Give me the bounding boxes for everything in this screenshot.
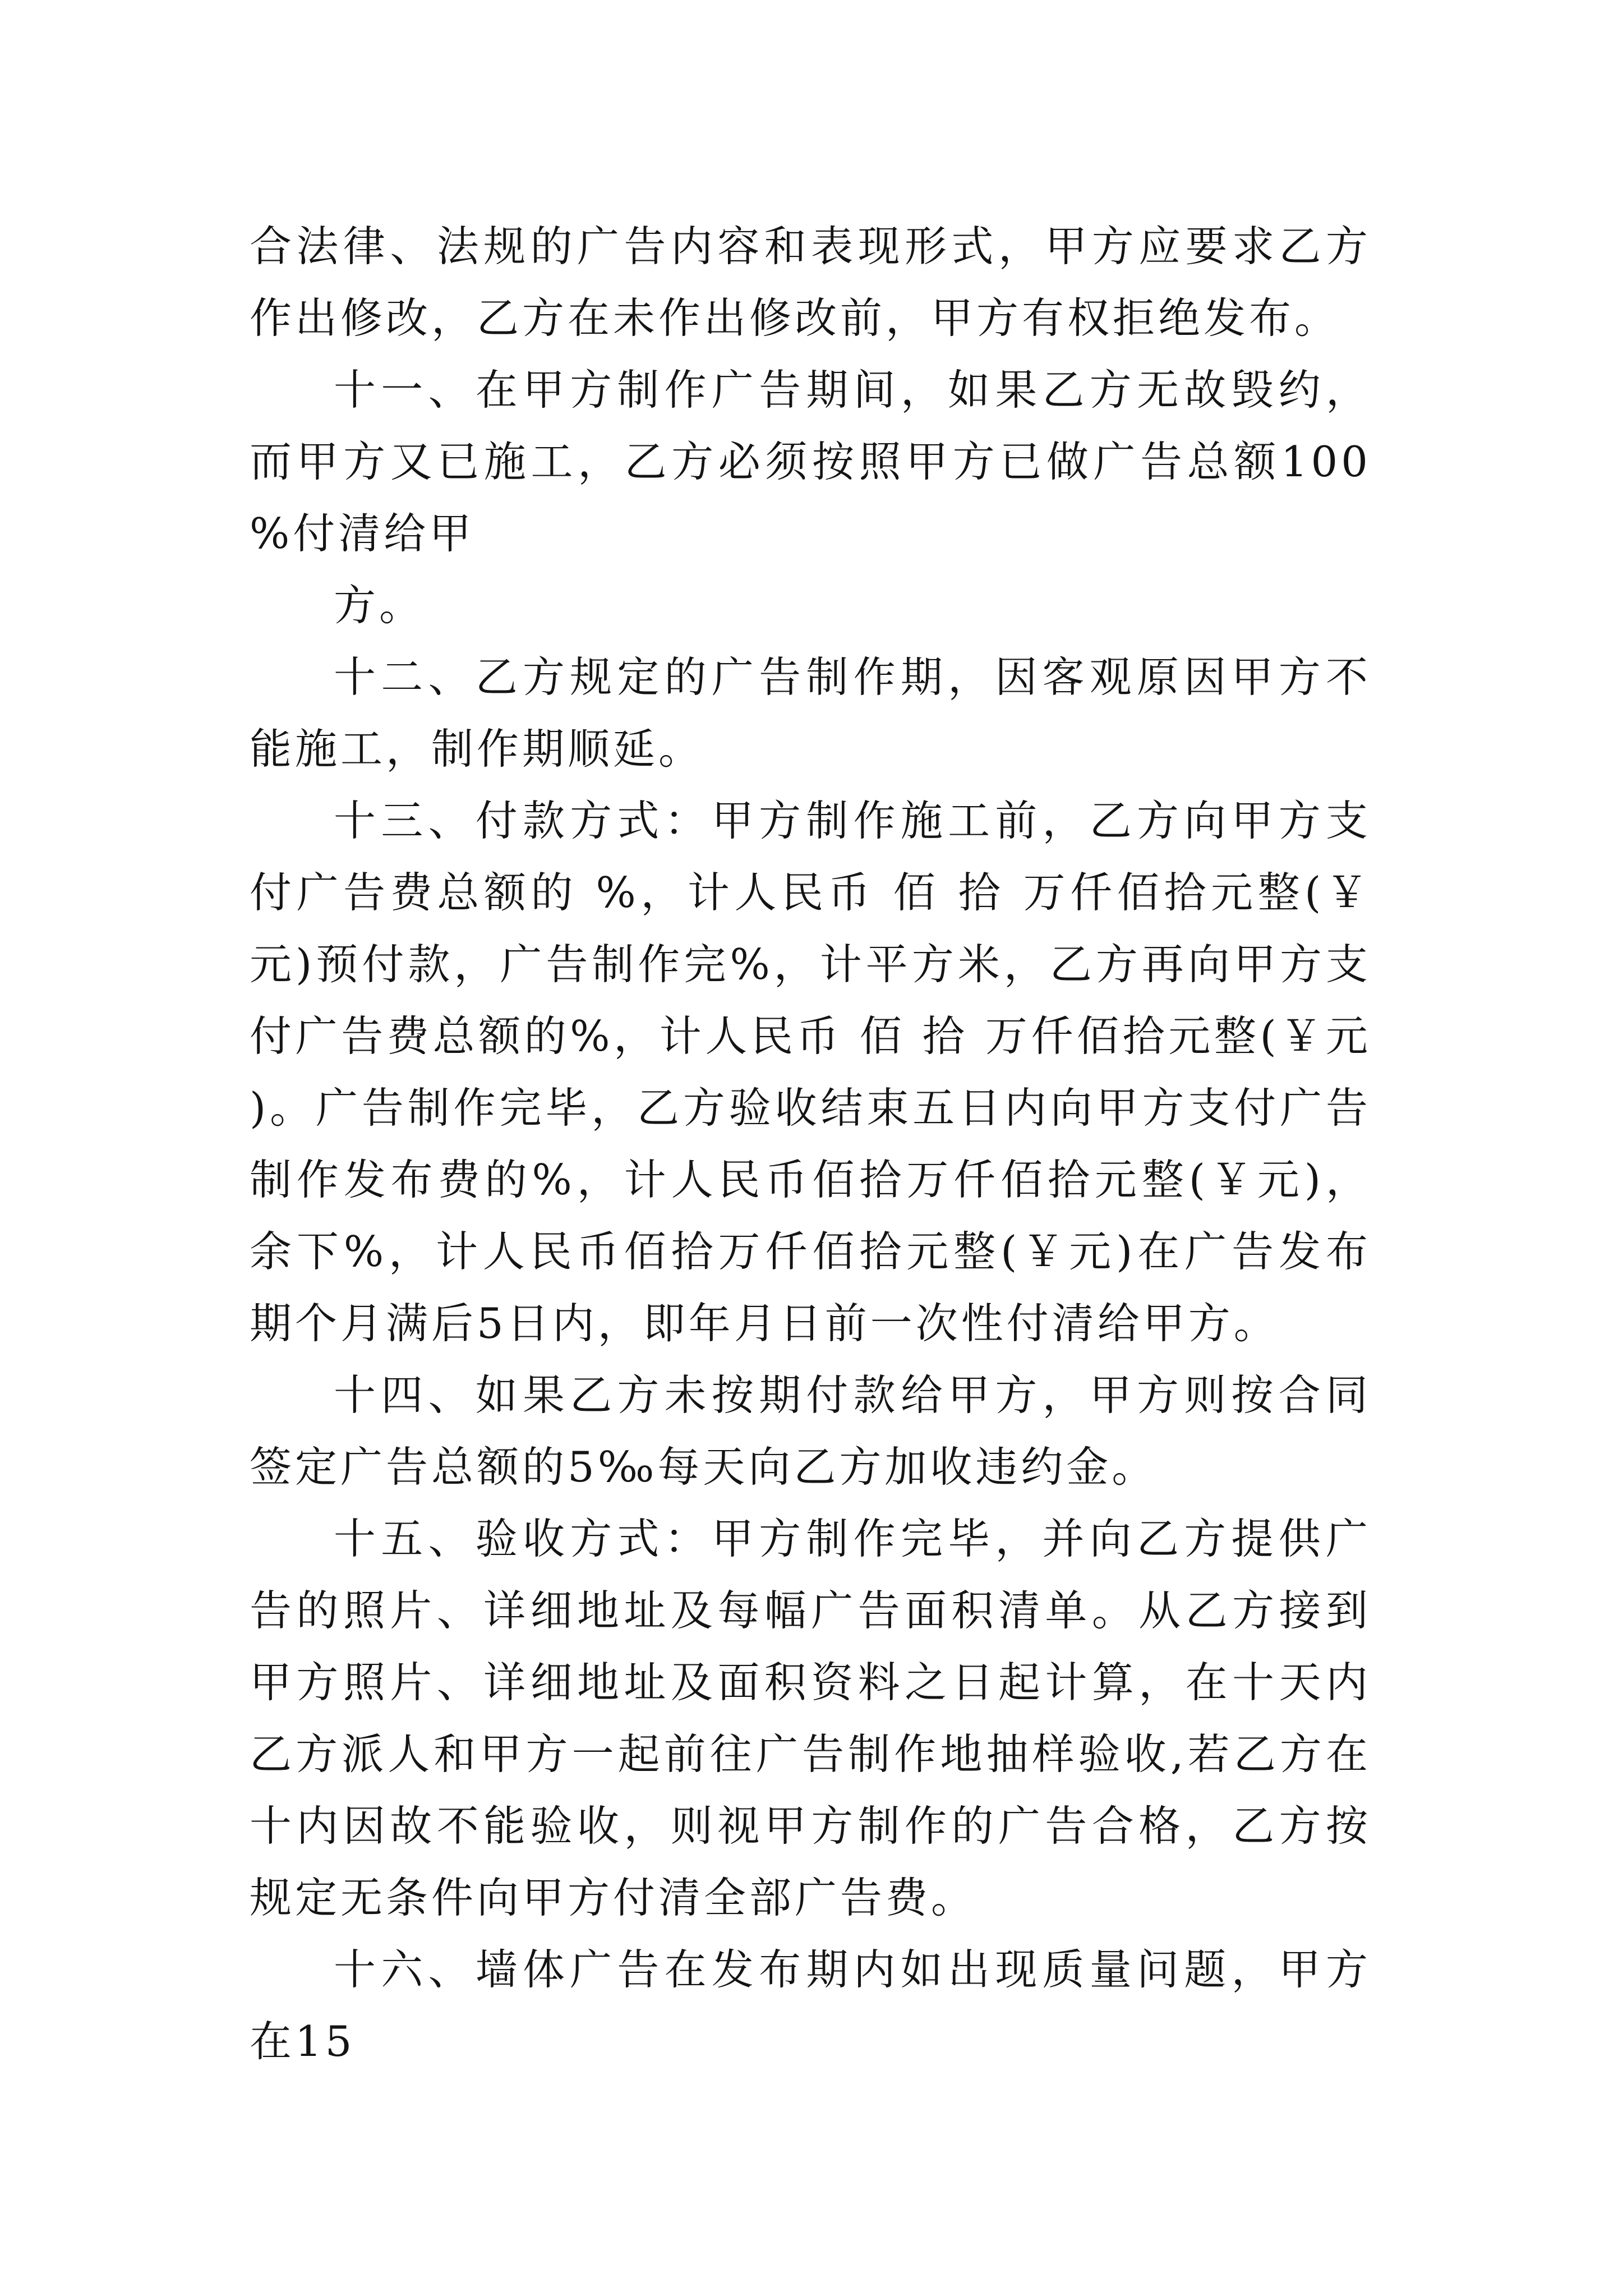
paragraph-clause-13: 十三、付款方式：甲方制作施工前，乙方向甲方支付广告费总额的 %，计人民币 佰 拾 万仟佰拾元整(￥元)预付款，广告制作完%，计平方米，乙方再向甲方支付广告费总额的%，计人民币 佰 拾 万仟佰拾元整(￥元)。广告制作完毕，乙方验收结束五日内向甲方支付广告制作发布费的%，计人民币佰拾万仟佰拾元整(￥元)，余下%，计人民币佰拾万仟佰拾元整(￥元)在广告发布期个月满后5日内，即年月日前一次性付清给甲方。 (250, 796, 1371, 1348)
paragraph-clause-15: 十五、验收方式：甲方制作完毕，并向乙方提供广告的照片、详细地址及每幅广告面积清单。从乙方接到甲方照片、详细地址及面积资料之日起计算，在十天内乙方派人和甲方一起前往广告制作地抽样验收,若乙方在十内因故不能验收，则视甲方制作的广告合格，乙方按规定无条件向甲方付清全部广告费。 (250, 1514, 1371, 1922)
contract-text-body (250, 210, 1371, 2077)
paragraph-clause-16: 十六、墙体广告在发布期内如出现质量问题，甲方在15 (250, 1945, 1371, 2066)
paragraph-continuation: 合法律、法规的广告内容和表现形式，甲方应要求乙方作出修改，乙方在未作出修改前，甲方有权拒绝发布。 (250, 222, 1371, 343)
paragraph-clause-11: 十一、在甲方制作广告期间，如果乙方无故毁约，而甲方又已施工，乙方必须按照甲方已做广告总额100%付清给甲 (250, 365, 1371, 558)
paragraph-clause-11-tail: 方。 (334, 581, 425, 630)
paragraph-clause-14: 十四、如果乙方未按期付款给甲方，甲方则按合同签定广告总额的5‰每天向乙方加收违约金。 (250, 1370, 1371, 1492)
paragraph-clause-12: 十二、乙方规定的广告制作期，因客观原因甲方不能施工，制作期顺延。 (250, 652, 1371, 774)
